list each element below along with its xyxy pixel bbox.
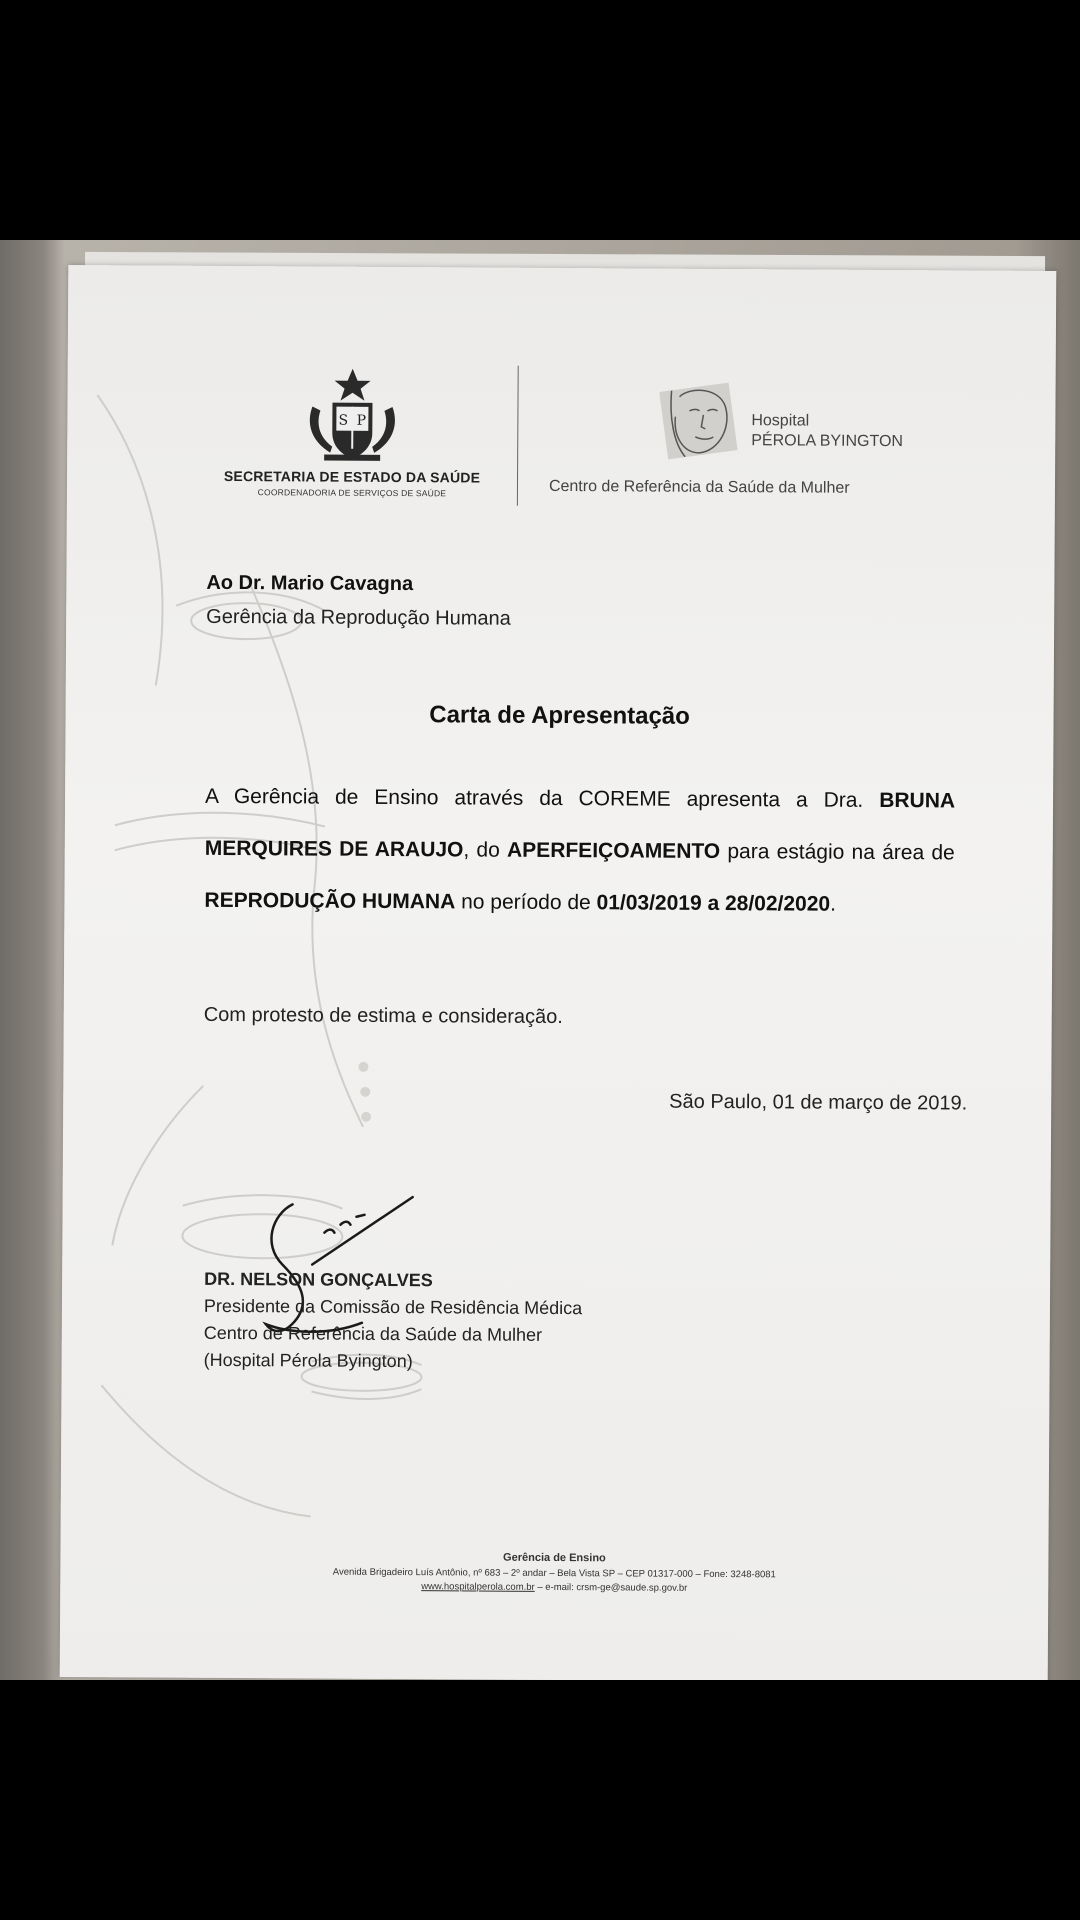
program-name: APERFEIÇOAMENTO (506, 838, 721, 863)
crest-letter-s: S (338, 412, 349, 429)
footer-website-link: www.hospitalperola.com.br (421, 1581, 535, 1593)
hospital-name-line2: PÉROLA BYINGTON (751, 432, 904, 451)
hospital-tagline: Centro de Referência da Saúde da Mulher (548, 477, 850, 497)
letter-footer (60, 1549, 1048, 1596)
area-name: REPRODUÇÃO HUMANA (204, 888, 456, 914)
date-line: São Paulo, 01 de março de 2019. (669, 1090, 968, 1115)
signatory-role: Presidente da Comissão de Residência Médica (203, 1295, 583, 1319)
body-mid3: no período de (455, 890, 597, 915)
letter-page (60, 265, 1057, 1680)
signatory-hospital: (Hospital Pérola Byington) (203, 1349, 413, 1372)
internship-period: 01/03/2019 a 28/02/2020 (596, 891, 831, 916)
hospital-name-line1: Hospital (751, 412, 810, 430)
footer-address: Avenida Brigadeiro Luís Antônio, nº 683 – 2º andar – Bela Vista SP – CEP 01317-000 – Fone: 3248-8081 (332, 1566, 776, 1581)
crest-letter-p: P (356, 412, 367, 429)
letter-body (204, 771, 955, 932)
secretaria-subtitle: COORDENADORIA DE SERVIÇOS DE SAÚDE (257, 487, 447, 499)
sao-paulo-crest-icon (302, 366, 403, 465)
footer-title: Gerência de Ensino (503, 1551, 606, 1565)
closing-line: Com protesto de estima e consideração. (203, 1003, 563, 1029)
student-name: BRUNA MERQUIRES DE ARAUJO (204, 788, 956, 862)
recipient-department: Gerência da Reprodução Humana (206, 605, 511, 630)
secretaria-title: SECRETARIA DE ESTADO DA SAÚDE (223, 467, 481, 486)
body-mid1: , do (463, 838, 508, 862)
hospital-face-logo-icon (659, 377, 742, 461)
signatory-org: Centro de Referência da Saúde da Mulher (203, 1322, 543, 1345)
signatory-block (204, 1266, 583, 1376)
body-mid2: para estágio na área de (720, 839, 955, 865)
body-end: . (830, 892, 837, 916)
secretaria-header (217, 366, 488, 499)
body-intro: A Gerência de Ensino através da COREME apresenta a Dra. (205, 784, 880, 812)
letter-title: Carta de Apresentação (429, 701, 690, 730)
hospital-name (751, 411, 903, 452)
signatory-name: DR. NELSON GONÇALVES (204, 1268, 433, 1291)
footer-email: – e-mail: crsm-ge@saude.sp.gov.br (534, 1581, 688, 1594)
photo-background (0, 240, 1080, 1680)
recipient-name: Ao Dr. Mario Cavagna (206, 571, 414, 596)
